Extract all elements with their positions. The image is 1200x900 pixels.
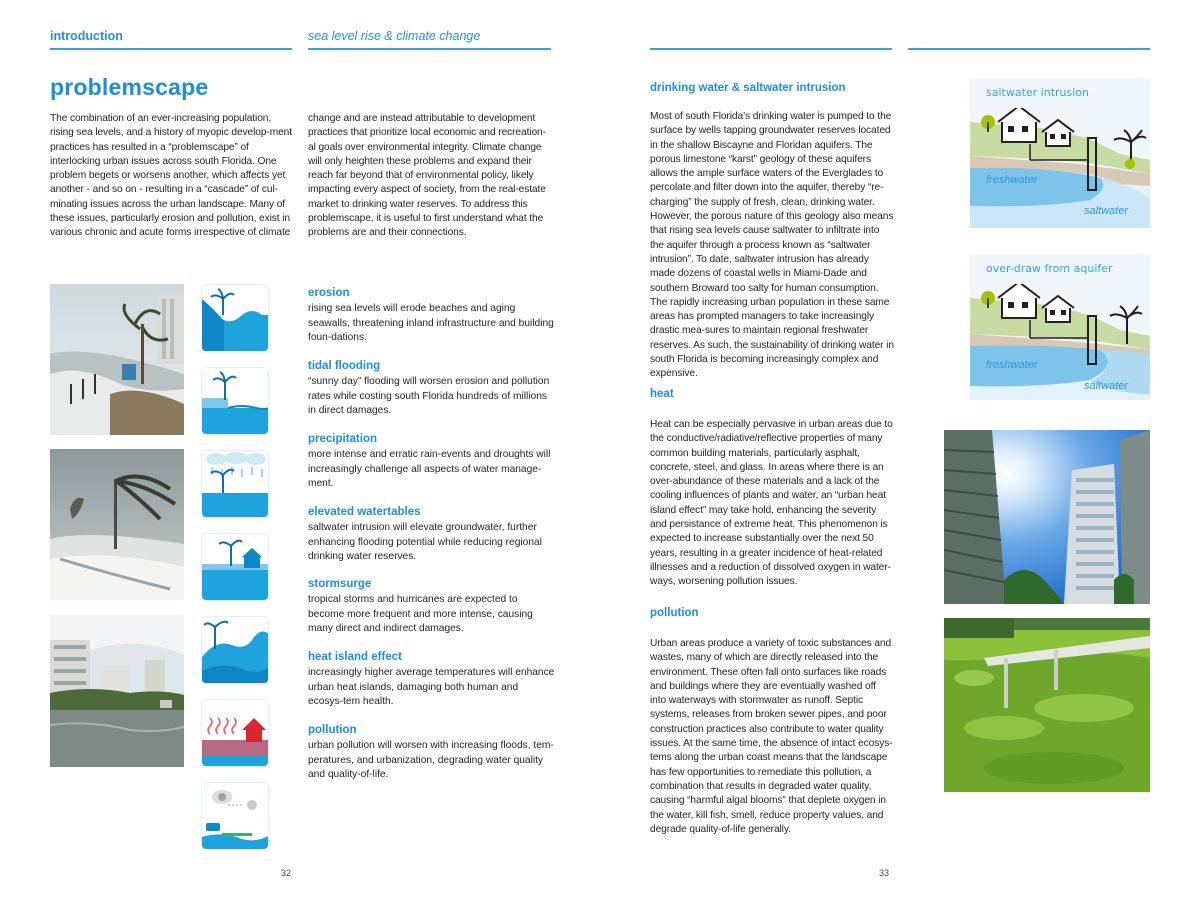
diagram-title: over-draw from aquifer: [986, 262, 1113, 275]
problem-title: erosion: [308, 287, 350, 299]
intro-column-2: [308, 112, 553, 241]
saltwater-label: saltwater: [1084, 205, 1129, 217]
erosion-photo: [50, 284, 184, 435]
saltwater-intrusion-diagram: [970, 78, 1150, 228]
problem-title: precipitation: [308, 433, 378, 445]
problem-title: pollution: [308, 724, 357, 736]
header-rule-1: [50, 48, 292, 50]
problem-item-erosion: [308, 287, 556, 346]
section-title-pollution: pollution: [650, 607, 699, 619]
problem-text: more intense and erratic rain-events and droughts will increasingly challenge all aspects of water manage-ment.: [308, 449, 551, 489]
problem-title: elevated watertables: [308, 506, 421, 518]
problem-title: heat island effect: [308, 651, 402, 663]
section-text-drinking-water: Most of south Florida’s drinking water is pumped to the surface by wells tapping groundwater reserves located in the shallow Biscayne and Floridan aquifers. The porous limestone “karst” geology of these aquifers allows the ample surface waters of the Everglades to percolate and filter down into the aquifer, thereby “re-charging” the supply of fresh, clean, drinking water. However, the porous nature of this geology also means that rising sea levels cause saltwater to infiltrate into the aquifer through a process known as “saltwater intrusion”. To date, saltwater intrusion has already made dozens of coastal wells in Miami-Dade and southern Broward too salty for human consumption. The rapidly increasing urban population in these same areas has prompted managers to take increasingly drastic mea-sures to maintain regional freshwater reserves. As such, the sustainability of drinking water in south Florida is becoming increasingly complex and expensive.: [650, 111, 894, 380]
header-rule-3: [650, 48, 892, 50]
problem-item-pollution: [308, 724, 556, 783]
heat-photo: [944, 430, 1150, 604]
section-text-pollution: Urban areas produce a variety of toxic substances and wastes, many of which are directly released into the environment. These often fall onto surfaces like roads and buildings where they are eventually washed off into waterways with stormwater as runoff. Septic systems, releases from broken sewer pipes, and poor construction practices also contribute to water quality issues. At the same time, the absence of intact ecosys-tems along the urban coast means that the landscape has few opportunities to remediate this pollution, a combination that results in degraded water quality, causing “harmful algal blooms” that deplete oxygen in the water, kill fish, smell, reduce property values, and degrade quality-of-life generally.: [650, 638, 893, 835]
section-text-heat: Heat can be especially pervasive in urban areas due to the conductive/radiative/reflective properties of many common building materials, particularly asphalt, concrete, steel, and glass. In areas where there is an over-abundance of these materials and a lack of the cooling influences of plants and water, an “urban heat island effect” may take hold, enhancing the severity and persistance of extreme heat. This phenomenon is expected to increase substantially over the next 50 years, resulting in a greater incidence of heat-related illnesses and a reduction of dissolved oxygen in water-ways, worsening pollution issues.: [650, 419, 893, 588]
problem-text: “sunny day” flooding will worsen erosion and pollution rates while costing south Florida hundreds of millions in direct damages.: [308, 376, 550, 416]
intro-text-1: The combination of an ever-increasing population, rising sea levels, and a history of myopic develop-ment practices has resulted in a “problemscape” of interlocking urban issues across south Florida. One problem begets or worsens another, which affects yet another - and so on - resulting in a “cascade” of cul-minating issues across the urban landscape. Many of these issues, particularly erosion and pollution, exist in various chronic and acute forms irrespective of climate: [50, 113, 292, 239]
freshwater-label: freshwater: [986, 359, 1038, 371]
heat-island-icon: [201, 699, 269, 767]
elevated-watertable-icon: [201, 533, 269, 601]
storm-photo: [50, 449, 184, 600]
tidal-flooding-icon: [201, 367, 269, 435]
problem-item-heat-island: [308, 651, 556, 710]
problem-text: increasingly higher average temperatures will enhance urban heat islands, damaging both human and ecosys-tem health.: [308, 667, 555, 707]
section-title-drinking-water: drinking water & saltwater intrusion: [650, 82, 846, 94]
stormsurge-icon: [201, 616, 269, 684]
header-rule-2: [308, 48, 551, 50]
page-number-left: 32: [281, 868, 292, 878]
header-rule-4: [908, 48, 1150, 50]
freshwater-label: freshwater: [986, 174, 1038, 186]
page-number-right: 33: [879, 868, 890, 878]
intro-text-2: change and are instead attributable to development practices that prioritize local economic and recreation-al goals over environmental integrity. Climate change will only heighten these problems and expand their reach far beyond that of environmental policy, likely impacting every aspect of society, from the real-estate market to drinking water reserves. To address this problemscape, it is useful to first understand what the problems are and their connections.: [308, 113, 546, 239]
precipitation-icon: [201, 450, 269, 518]
overdraw-aquifer-diagram: [970, 254, 1150, 400]
algal-bloom-photo: [944, 618, 1150, 792]
pollution-icon: [201, 782, 269, 850]
problem-item-precipitation: [308, 433, 556, 492]
flood-photo: [50, 615, 184, 767]
problem-text: urban pollution will worsen with increasing floods, tem-peratures, and urbanization, degrading water quality and quality-of-life.: [308, 740, 554, 780]
intro-column-1: [50, 112, 292, 241]
problem-item-stormsurge: [308, 578, 556, 637]
problem-text: saltwater intrusion will elevate groundwater, further enhancing flooding potential while reducing regional drinking water reserves.: [308, 522, 542, 562]
header-topic: sea level rise & climate change: [308, 29, 481, 43]
saltwater-label: saltwater: [1084, 380, 1129, 392]
erosion-icon: [201, 284, 269, 352]
header-section: introduction: [50, 29, 123, 43]
problem-item-elevated-watertables: [308, 506, 556, 565]
problem-title: tidal flooding: [308, 360, 381, 372]
problem-title: stormsurge: [308, 578, 372, 590]
diagram-title: saltwater intrusion: [986, 86, 1090, 99]
problem-text: rising sea levels will erode beaches and aging seawalls, threatening inland infrastructure and building foun-dations.: [308, 303, 554, 343]
section-title-heat: heat: [650, 388, 674, 400]
problem-text: tropical storms and hurricanes are expected to become more frequent and more intense, causing many direct and indirect damages.: [308, 594, 533, 634]
page-title: problemscape: [50, 74, 209, 100]
problem-item-tidal-flooding: [308, 360, 556, 419]
